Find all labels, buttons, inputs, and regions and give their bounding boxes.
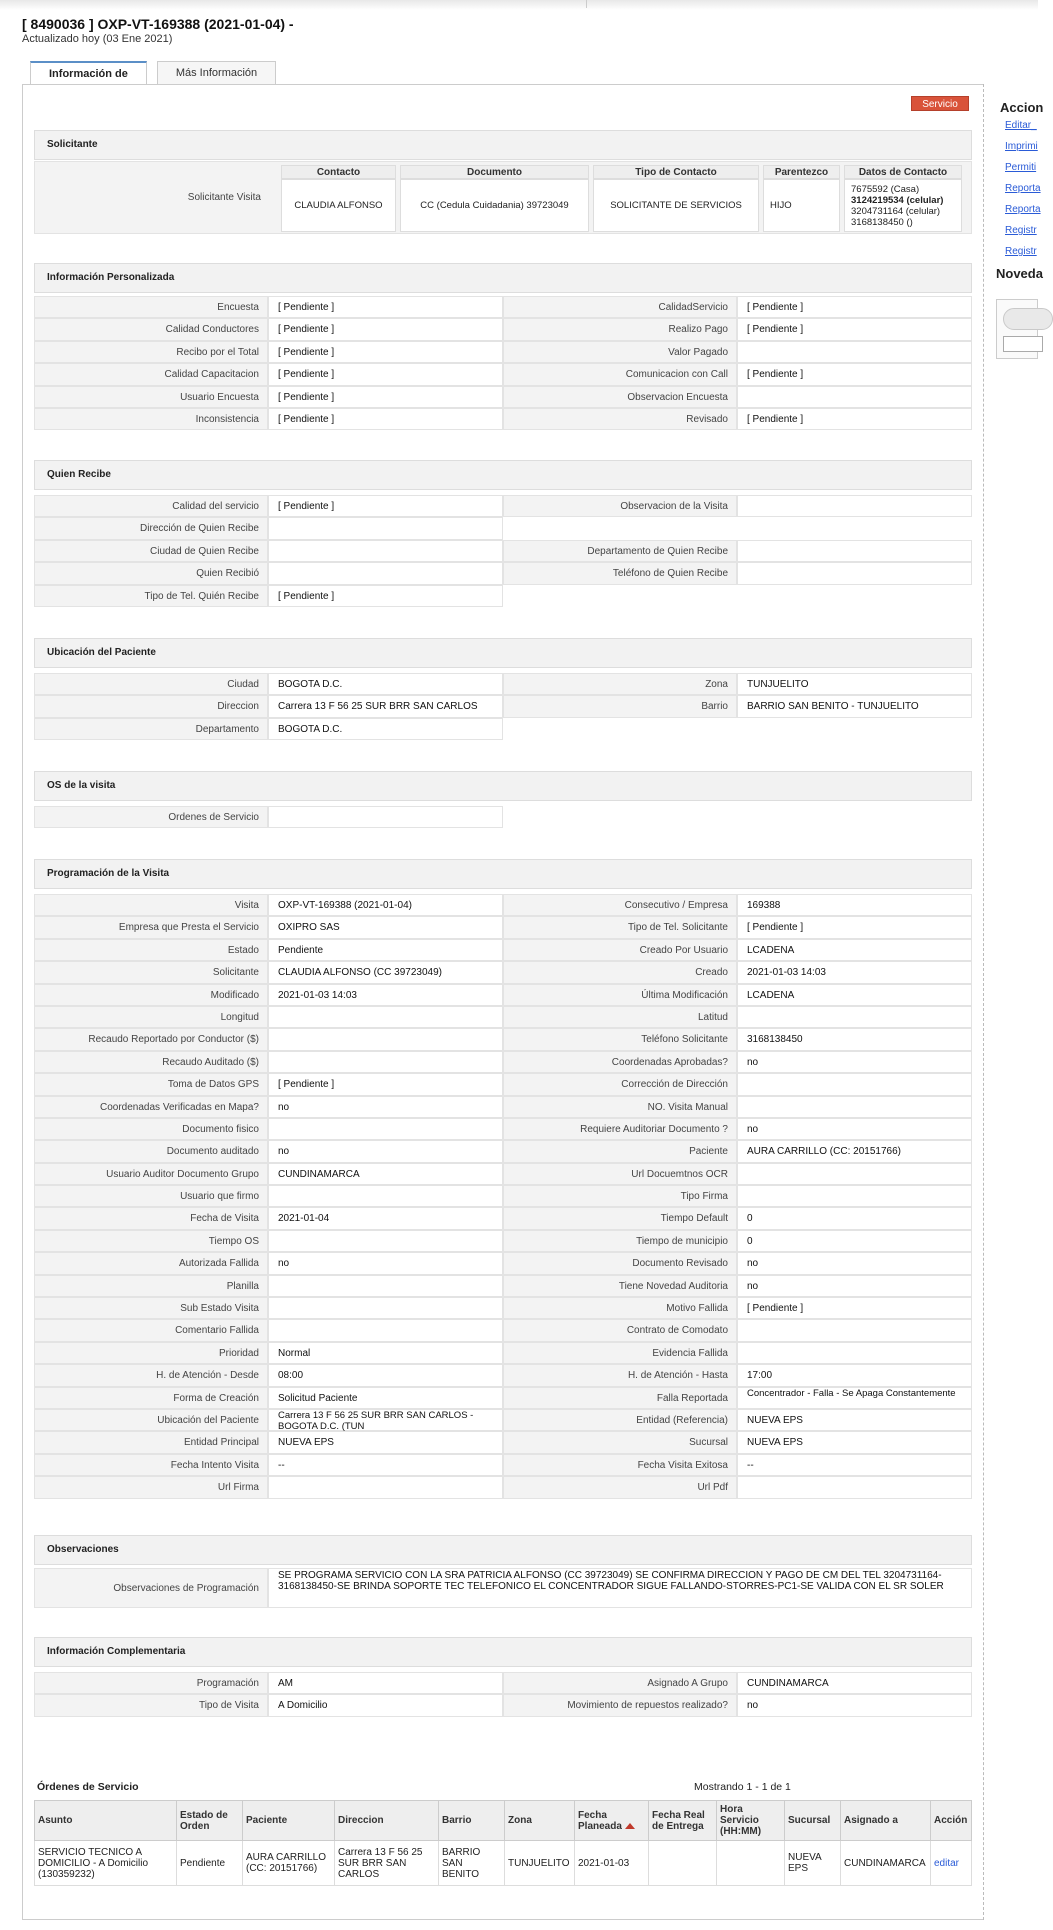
sort-asc-icon [625, 1823, 635, 1829]
field-value: [ Pendiente ] [268, 363, 503, 385]
field-value: A Domicilio [268, 1694, 503, 1716]
field-value [268, 1476, 503, 1498]
solicitante-visita-label: Solicitante Visita [187, 192, 261, 203]
field-label: Comunicacion con Call [503, 363, 737, 385]
field-value: [ Pendiente ] [268, 1073, 503, 1095]
field-row [34, 1319, 972, 1341]
cell-direccion: Carrera 13 F 56 25 SUR BRR SAN CARLOS [335, 1841, 439, 1886]
field-value: [ Pendiente ] [268, 585, 503, 607]
observaciones-label: Observaciones de Programación [34, 1568, 268, 1608]
col-estado[interactable]: Estado de Orden [177, 1801, 243, 1841]
solicitante-block [34, 161, 972, 234]
cell-zona: TUNJUELITO [505, 1841, 575, 1886]
field-label: Tipo de Tel. Quién Recibe [34, 585, 268, 607]
contact-tipo: SOLICITANTE DE SERVICIOS [593, 179, 759, 232]
field-value [737, 341, 972, 363]
field-value: OXIPRO SAS [268, 916, 503, 938]
cell-accion [931, 1841, 972, 1886]
field-label: Encuesta [34, 296, 268, 318]
grid-os-visita [34, 806, 972, 828]
field-label: Fecha Intento Visita [34, 1454, 268, 1476]
field-label: Dirección de Quien Recibe [34, 517, 268, 539]
observaciones-value: SE PROGRAMA SERVICIO CON LA SRA PATRICIA ALFONSO (CC 39723049) SE CONFIRMA DIRECCION Y PAGO DE CM DEL TEL 3204731164-3168138450-SE BRINDA SOPORTE TEC TELEFONICO EL CONCENTRADOR SIGUE FALLANDO-STORRES-PC1-SE VALIDA CON EL SR SOLER [268, 1568, 972, 1608]
field-label: Latitud [503, 1006, 737, 1028]
cloud-icon [1003, 308, 1053, 330]
contact-phone: 3168138450 () [851, 216, 913, 228]
action-link-editar[interactable]: Editar_ [1005, 120, 1037, 131]
field-row [34, 1207, 972, 1229]
section-observaciones: Observaciones [34, 1535, 972, 1565]
field-label: H. de Atención - Hasta [503, 1364, 737, 1386]
contacts-header: Parentezco [763, 165, 840, 179]
field-label: Sub Estado Visita [34, 1297, 268, 1319]
field-value: no [737, 1051, 972, 1073]
table-row [35, 1841, 972, 1886]
col-asunto[interactable]: Asunto [35, 1801, 177, 1841]
cell-sucursal: NUEVA EPS [785, 1841, 841, 1886]
field-row [34, 386, 972, 408]
field-row [34, 894, 972, 916]
field-label: Creado Por Usuario [503, 939, 737, 961]
field-row [34, 1387, 972, 1409]
field-value [737, 495, 972, 517]
field-value: CUNDINAMARCA [268, 1163, 503, 1185]
field-label: Contrato de Comodato [503, 1319, 737, 1341]
field-value: Concentrador - Falla - Se Apaga Constantemente [737, 1387, 972, 1409]
field-row [34, 916, 972, 938]
novedades-title: Noveda [996, 266, 1043, 281]
field-label: Estado [34, 939, 268, 961]
section-os-visita: OS de la visita [34, 771, 972, 801]
field-value: TUNJUELITO [737, 673, 972, 695]
field-value: [ Pendiente ] [737, 318, 972, 340]
field-label: Solicitante [34, 961, 268, 983]
action-link-registrar-1[interactable]: Registr [1005, 225, 1037, 236]
grid-ubicacion [34, 673, 972, 740]
field-value: LCADENA [737, 984, 972, 1006]
field-value [737, 1073, 972, 1095]
section-ubicacion: Ubicación del Paciente [34, 638, 972, 668]
field-value: Normal [268, 1342, 503, 1364]
field-value: NUEVA EPS [737, 1409, 972, 1431]
action-link-reportar-2[interactable]: Reporta [1005, 204, 1041, 215]
field-value: [ Pendiente ] [268, 495, 503, 517]
field-label: Tipo Firma [503, 1185, 737, 1207]
field-label: Tiempo de municipio [503, 1230, 737, 1252]
field-label: Tipo de Tel. Solicitante [503, 916, 737, 938]
contact-datos [844, 179, 962, 232]
field-row [34, 540, 972, 562]
field-row [34, 1185, 972, 1207]
field-value: 08:00 [268, 1364, 503, 1386]
field-label: Sucursal [503, 1431, 737, 1453]
field-value: OXP-VT-169388 (2021-01-04) [268, 894, 503, 916]
field-row [34, 318, 972, 340]
field-value [737, 1476, 972, 1498]
field-label: Comentario Fallida [34, 1319, 268, 1341]
field-value [268, 1230, 503, 1252]
field-row [34, 806, 972, 828]
field-value: no [737, 1275, 972, 1297]
tab-mas-informacion[interactable]: Más Información [157, 61, 276, 85]
field-value [737, 1319, 972, 1341]
field-label: Realizo Pago [503, 318, 737, 340]
field-row [34, 961, 972, 983]
field-value [268, 806, 503, 828]
field-value: [ Pendiente ] [737, 408, 972, 430]
field-label: Usuario que firmo [34, 1185, 268, 1207]
col-fecha-planeada[interactable] [575, 1801, 649, 1841]
field-value: [ Pendiente ] [268, 341, 503, 363]
field-label: Recaudo Auditado ($) [34, 1051, 268, 1073]
field-row [34, 1252, 972, 1274]
observaciones-row [34, 1568, 972, 1608]
contact-parentezco: HIJO [763, 179, 840, 232]
field-value: 2021-01-03 14:03 [737, 961, 972, 983]
field-label: Revisado [503, 408, 737, 430]
field-value: [ Pendiente ] [737, 1297, 972, 1319]
action-link-reportar-1[interactable]: Reporta [1005, 183, 1041, 194]
col-paciente[interactable]: Paciente [243, 1801, 335, 1841]
field-value [737, 1342, 972, 1364]
field-value: AURA CARRILLO (CC: 20151766) [737, 1140, 972, 1162]
field-label: Corrección de Dirección [503, 1073, 737, 1095]
field-value [268, 1319, 503, 1341]
field-label: Prioridad [34, 1342, 268, 1364]
cell-asignado: CUNDINAMARCA [841, 1841, 931, 1886]
field-label: Observacion Encuesta [503, 386, 737, 408]
top-shadow [0, 0, 1038, 10]
cell-paciente: AURA CARRILLO (CC: 20151766) [243, 1841, 335, 1886]
field-value: Carrera 13 F 56 25 SUR BRR SAN CARLOS [268, 695, 503, 717]
field-label: Fecha Visita Exitosa [503, 1454, 737, 1476]
field-label: Forma de Creación [34, 1387, 268, 1409]
field-value: -- [268, 1454, 503, 1476]
action-link-imprimir[interactable]: Imprimi [1005, 141, 1038, 152]
field-label: Documento fisico [34, 1118, 268, 1140]
field-row [34, 1297, 972, 1319]
field-value [268, 1297, 503, 1319]
field-value: 0 [737, 1207, 972, 1229]
field-label: Coordenadas Verificadas en Mapa? [34, 1096, 268, 1118]
field-value: 3168138450 [737, 1028, 972, 1050]
col-accion: Acción [931, 1801, 972, 1841]
contact-phone: 3204731164 (celular) [851, 205, 941, 217]
section-complementaria: Información Complementaria [34, 1637, 972, 1667]
field-value [268, 1006, 503, 1028]
field-row [34, 585, 972, 607]
section-quien-recibe: Quien Recibe [34, 460, 972, 490]
field-row [34, 939, 972, 961]
field-value: no [737, 1118, 972, 1140]
field-value: no [268, 1096, 503, 1118]
field-value: BOGOTA D.C. [268, 718, 503, 740]
field-row [34, 1275, 972, 1297]
col-hora-servicio[interactable]: Hora Servicio (HH:MM) [717, 1801, 785, 1841]
field-label: Planilla [34, 1275, 268, 1297]
cell-hora-servicio [717, 1841, 785, 1886]
field-label: Departamento de Quien Recibe [503, 540, 737, 562]
field-value: BOGOTA D.C. [268, 673, 503, 695]
field-row [34, 1096, 972, 1118]
field-label: Recibo por el Total [34, 341, 268, 363]
field-value: 0 [737, 1230, 972, 1252]
field-row [34, 1694, 972, 1716]
section-solicitante: Solicitante [34, 130, 972, 160]
field-value [268, 1028, 503, 1050]
field-label: Inconsistencia [34, 408, 268, 430]
field-label: Usuario Encuesta [34, 386, 268, 408]
field-label: Autorizada Fallida [34, 1252, 268, 1274]
field-row [34, 1342, 972, 1364]
field-row [34, 1454, 972, 1476]
novedades-input[interactable] [1003, 336, 1043, 352]
contacts-header: Contacto [281, 165, 396, 179]
field-label: Asignado A Grupo [503, 1672, 737, 1694]
field-label: Direccion [34, 695, 268, 717]
field-value: no [737, 1252, 972, 1274]
field-value: Solicitud Paciente [268, 1387, 503, 1409]
field-label: Visita [34, 894, 268, 916]
field-label: Movimiento de repuestos realizado? [503, 1694, 737, 1716]
field-row [34, 1409, 972, 1431]
editar-link[interactable]: editar [934, 1857, 960, 1869]
field-label: Tiempo Default [503, 1207, 737, 1229]
action-link-permitir[interactable]: Permiti [1005, 162, 1037, 173]
col-zona[interactable]: Zona [505, 1801, 575, 1841]
field-value: BARRIO SAN BENITO - TUNJUELITO [737, 695, 972, 717]
field-row [34, 1006, 972, 1028]
field-row [34, 1672, 972, 1694]
field-label: Creado [503, 961, 737, 983]
contacts-header: Documento [400, 165, 589, 179]
field-label: Departamento [34, 718, 268, 740]
section-programacion: Programación de la Visita [34, 859, 972, 889]
novedades-box [996, 299, 1038, 359]
field-value [268, 540, 503, 562]
field-row [34, 1028, 972, 1050]
field-label: Longitud [34, 1006, 268, 1028]
cell-estado: Pendiente [177, 1841, 243, 1886]
contacts-header: Datos de Contacto [844, 165, 962, 179]
field-value [268, 1275, 503, 1297]
field-label: Ciudad [34, 673, 268, 695]
field-label: Empresa que Presta el Servicio [34, 916, 268, 938]
field-label: Requiere Auditoriar Documento ? [503, 1118, 737, 1140]
field-row [34, 1163, 972, 1185]
field-row [34, 1073, 972, 1095]
field-row [34, 718, 972, 740]
field-value: CUNDINAMARCA [737, 1672, 972, 1694]
field-label: Observacion de la Visita [503, 495, 737, 517]
field-value [268, 1118, 503, 1140]
field-row [34, 363, 972, 385]
grid-complementaria [34, 1672, 972, 1717]
field-label: Entidad Principal [34, 1431, 268, 1453]
field-label: Última Modificación [503, 984, 737, 1006]
field-label: H. de Atención - Desde [34, 1364, 268, 1386]
field-label: CalidadServicio [503, 296, 737, 318]
grid-quien-recibe [34, 495, 972, 607]
field-value: 2021-01-03 14:03 [268, 984, 503, 1006]
field-value [737, 540, 972, 562]
cell-asunto: SERVICIO TECNICO A DOMICILIO - A Domicilio (130359232) [35, 1841, 177, 1886]
field-row [34, 408, 972, 430]
field-row [34, 1051, 972, 1073]
col-fecha-real[interactable]: Fecha Real de Entrega [649, 1801, 717, 1841]
cell-fecha-planeada: 2021-01-03 [575, 1841, 649, 1886]
tab-informacion[interactable]: Información de [30, 61, 147, 85]
page-subtitle: Actualizado hoy (03 Ene 2021) [22, 33, 173, 45]
field-label: Url Pdf [503, 1476, 737, 1498]
field-label: Zona [503, 673, 737, 695]
field-label: Coordenadas Aprobadas? [503, 1051, 737, 1073]
field-label: Documento Revisado [503, 1252, 737, 1274]
field-row [34, 1118, 972, 1140]
contact-documento: CC (Cedula Cuidadania) 39723049 [400, 179, 589, 232]
field-label: Recaudo Reportado por Conductor ($) [34, 1028, 268, 1050]
section-info-personalizada: Información Personalizada [34, 263, 972, 293]
field-value: 169388 [737, 894, 972, 916]
acciones-title: Accion [1000, 100, 1044, 115]
tab-bar [30, 61, 286, 85]
field-label: Quien Recibió [34, 562, 268, 584]
field-label: Programación [34, 1672, 268, 1694]
page-title: [ 8490036 ] OXP-VT-169388 (2021-01-04) - [22, 16, 294, 32]
contacts-table [277, 165, 966, 232]
field-label: Teléfono de Quien Recibe [503, 562, 737, 584]
field-row [34, 1431, 972, 1453]
field-label: Falla Reportada [503, 1387, 737, 1409]
field-label: Ubicación del Paciente [34, 1409, 268, 1431]
field-value [737, 562, 972, 584]
grid-programacion [34, 894, 972, 1499]
field-value [268, 517, 503, 539]
field-label: Toma de Datos GPS [34, 1073, 268, 1095]
field-label: Url Firma [34, 1476, 268, 1498]
ordenes-title: Órdenes de Servicio [37, 1781, 139, 1793]
field-value: [ Pendiente ] [268, 386, 503, 408]
field-label: Tiene Novedad Auditoria [503, 1275, 737, 1297]
col-sucursal[interactable]: Sucursal [785, 1801, 841, 1841]
field-row [34, 695, 972, 717]
field-label: Ciudad de Quien Recibe [34, 540, 268, 562]
field-value [737, 1096, 972, 1118]
field-label: Entidad (Referencia) [503, 1409, 737, 1431]
top-tick [586, 0, 587, 8]
field-label: NO. Visita Manual [503, 1096, 737, 1118]
field-value: NUEVA EPS [268, 1431, 503, 1453]
field-value: NUEVA EPS [737, 1431, 972, 1453]
field-value: 2021-01-04 [268, 1207, 503, 1229]
field-value: [ Pendiente ] [737, 363, 972, 385]
field-value [268, 562, 503, 584]
field-label: Calidad Conductores [34, 318, 268, 340]
action-link-registrar-2[interactable]: Registr [1005, 246, 1037, 257]
field-label: Evidencia Fallida [503, 1342, 737, 1364]
field-value [268, 1185, 503, 1207]
field-row [34, 296, 972, 318]
field-label: Usuario Auditor Documento Grupo [34, 1163, 268, 1185]
field-value: [ Pendiente ] [268, 318, 503, 340]
cell-barrio: BARRIO SAN BENITO [439, 1841, 505, 1886]
field-value: -- [737, 1454, 972, 1476]
field-label: Documento auditado [34, 1140, 268, 1162]
field-row [34, 1230, 972, 1252]
field-value: Carrera 13 F 56 25 SUR BRR SAN CARLOS - BOGOTA D.C. (TUN [268, 1409, 503, 1431]
field-row [34, 673, 972, 695]
field-value [737, 386, 972, 408]
field-label: Tiempo OS [34, 1230, 268, 1252]
field-value [737, 1185, 972, 1207]
field-value: AM [268, 1672, 503, 1694]
ordenes-table [34, 1800, 972, 1886]
field-row [34, 1364, 972, 1386]
field-label: Url Docuemtnos OCR [503, 1163, 737, 1185]
field-value: [ Pendiente ] [737, 916, 972, 938]
field-value [737, 1163, 972, 1185]
right-panel [996, 84, 1044, 404]
field-label: Valor Pagado [503, 341, 737, 363]
field-label: Fecha de Visita [34, 1207, 268, 1229]
contact-name: CLAUDIA ALFONSO [281, 179, 396, 232]
contacts-header: Tipo de Contacto [593, 165, 759, 179]
field-value: [ Pendiente ] [268, 408, 503, 430]
field-value: Pendiente [268, 939, 503, 961]
field-label: Motivo Fallida [503, 1297, 737, 1319]
field-value: [ Pendiente ] [268, 296, 503, 318]
field-value: no [268, 1140, 503, 1162]
contact-phone: 3124219534 (celular) [851, 194, 944, 206]
field-label: Barrio [503, 695, 737, 717]
field-row [34, 341, 972, 363]
field-label: Ordenes de Servicio [34, 806, 268, 828]
field-row [34, 1476, 972, 1498]
field-value: LCADENA [737, 939, 972, 961]
field-value [268, 1051, 503, 1073]
field-label: Tipo de Visita [34, 1694, 268, 1716]
field-row [34, 562, 972, 584]
servicio-badge: Servicio [911, 96, 969, 111]
cell-fecha-real [649, 1841, 717, 1886]
col-asignado[interactable]: Asignado a [841, 1801, 931, 1841]
field-label: Calidad del servicio [34, 495, 268, 517]
field-row [34, 495, 972, 517]
ordenes-count: Mostrando 1 - 1 de 1 [694, 1781, 791, 1793]
field-label: Teléfono Solicitante [503, 1028, 737, 1050]
col-barrio[interactable]: Barrio [439, 1801, 505, 1841]
field-value [737, 1006, 972, 1028]
col-fecha-planeada-label: Fecha Planeada [578, 1809, 622, 1832]
field-label: Paciente [503, 1140, 737, 1162]
field-row [34, 517, 972, 539]
field-value: [ Pendiente ] [737, 296, 972, 318]
field-value: 17:00 [737, 1364, 972, 1386]
panel-divider [983, 84, 984, 1920]
field-value: CLAUDIA ALFONSO (CC 39723049) [268, 961, 503, 983]
field-row [34, 984, 972, 1006]
contact-phone: 7675592 (Casa) [851, 183, 920, 195]
field-value: no [268, 1252, 503, 1274]
field-row [34, 1140, 972, 1162]
col-direccion[interactable]: Direccion [335, 1801, 439, 1841]
field-value: no [737, 1694, 972, 1716]
field-label: Calidad Capacitacion [34, 363, 268, 385]
grid-info-personalizada [34, 296, 972, 430]
field-label: Modificado [34, 984, 268, 1006]
field-label: Consecutivo / Empresa [503, 894, 737, 916]
